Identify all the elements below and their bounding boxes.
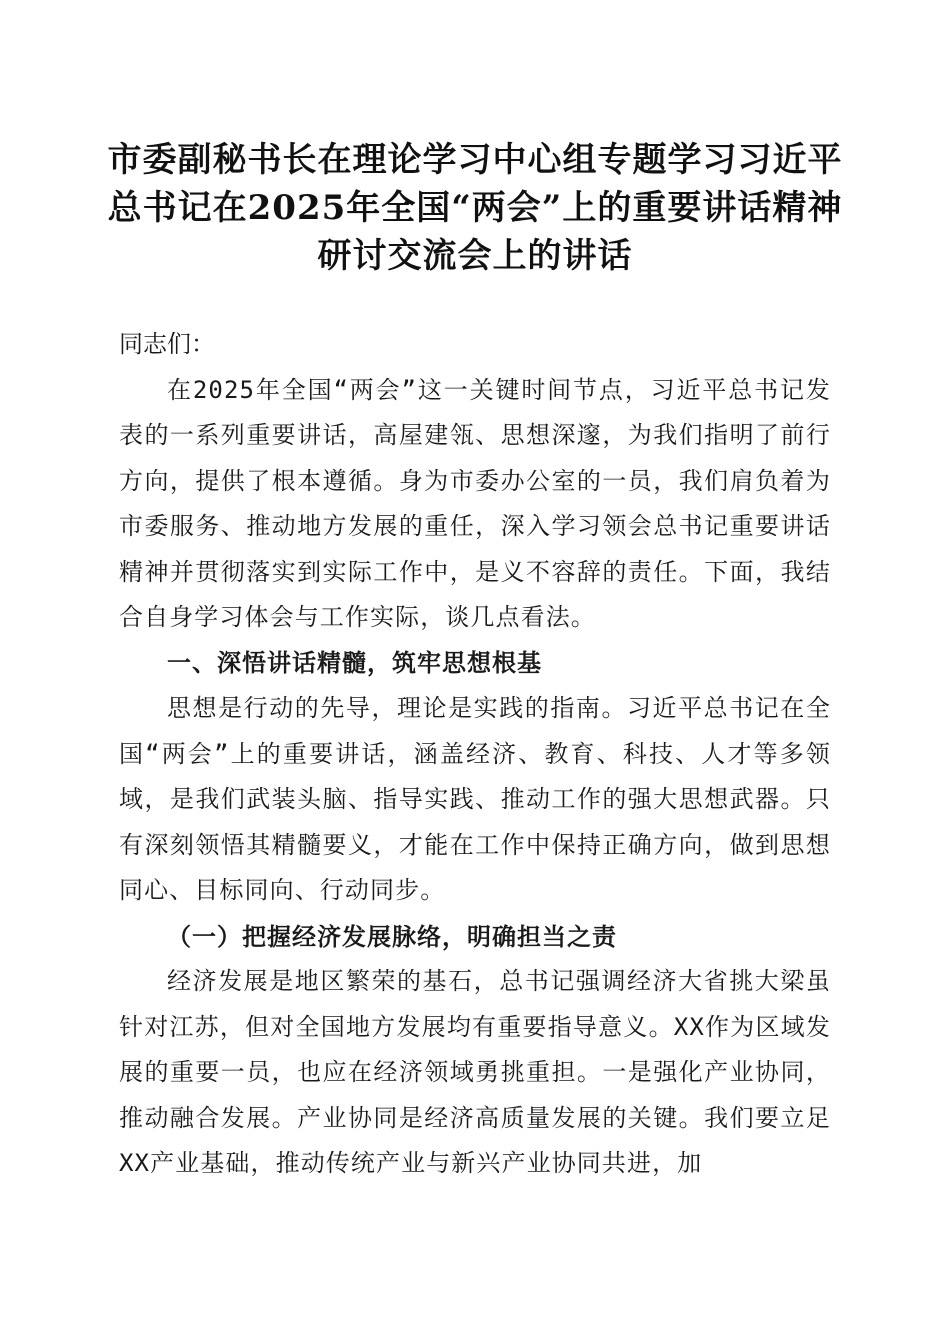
intro-paragraph: 在2025年全国“两会”这一关键时间节点，习近平总书记发表的一系列重要讲话，高屋建瓴、思想深邃，为我们指明了前行方向，提供了根本遵循。身为市委办公室的一员，我们肩负着为市委服务、推动地方发展的重任，深入学习领会总书记重要讲话精神并贯彻落实到实际工作中，是义不容辞的责任。下面，我结合自身学习体会与工作实际，谈几点看法。 (119, 375, 831, 631)
subsection-1-paragraph: 经济发展是地区繁荣的基石，总书记强调经济大省挑大梁虽针对江苏，但对全国地方发展均有重要指导意义。XX作为区域发展的重要一员，也应在经济领域勇挑重担。一是强化产业协同，推动融合发展。产业协同是经济高质量发展的关键。我们要立足XX产业基础，推动传统产业与新兴产业协同共进，加 (119, 967, 831, 1177)
section-1-paragraph: 思想是行动的先导，理论是实践的指南。习近平总书记在全国“两会”上的重要讲话，涵盖经济、教育、科技、人才等多领域，是我们武装头脑、指导实践、推动工作的强大思想武器。只有深刻领悟其精髓要义，才能在工作中保持正确方向，做到思想同心、目标同向、行动同步。 (119, 694, 831, 904)
subsection-heading-1: （一）把握经济发展脉络，明确担当之责 (167, 921, 617, 951)
document-title: 市委副秘书长在理论学习中心组专题学习习近平总书记在2025年全国“两会”上的重要讲话精神研讨交流会上的讲话 (107, 140, 843, 276)
section-heading-1: 一、深悟讲话精髓，筑牢思想根基 (167, 648, 542, 677)
document-body (119, 322, 831, 1187)
salutation: 同志们： (119, 330, 215, 358)
